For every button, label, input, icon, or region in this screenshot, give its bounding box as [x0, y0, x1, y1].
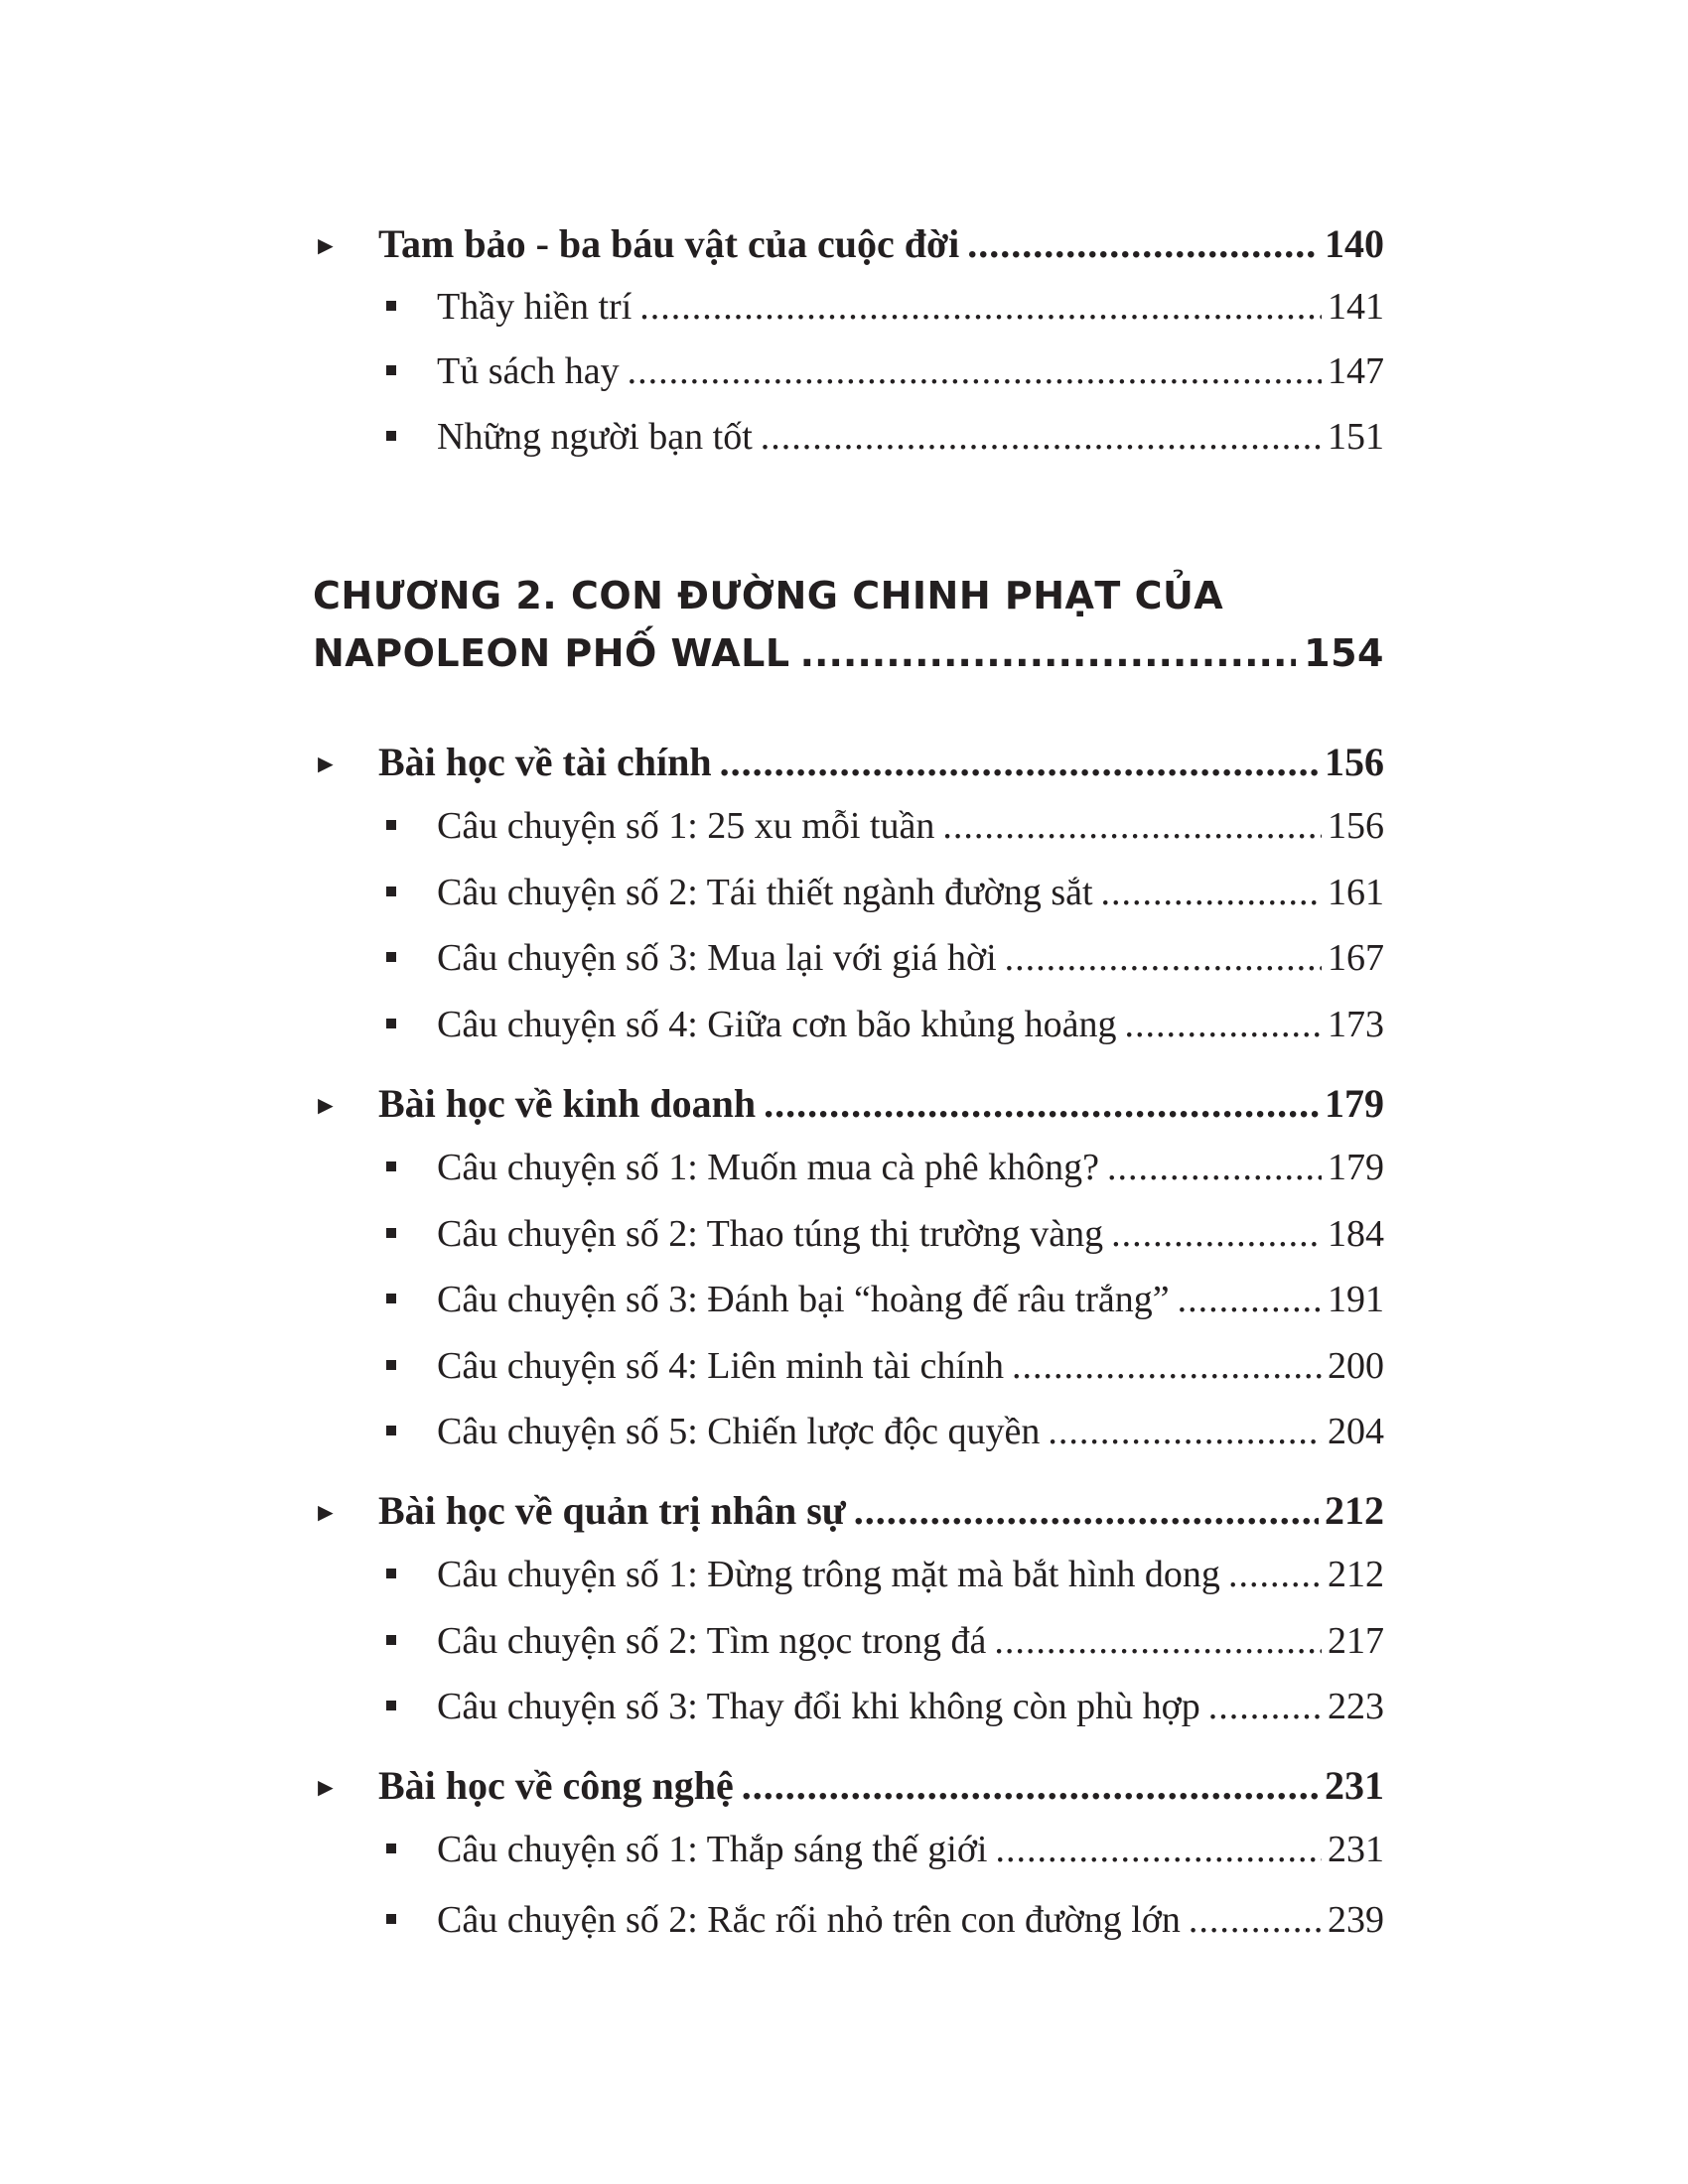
- page-number: 204: [1328, 1411, 1384, 1452]
- toc-item[interactable]: [384, 1619, 1384, 1663]
- chapter-title-row: [313, 631, 1384, 675]
- bullet-square-icon: [384, 871, 437, 914]
- section-marker-icon: ►: [313, 1091, 339, 1120]
- section-title: Bài học về công nghệ: [378, 1763, 734, 1808]
- bullet-square-icon: [384, 804, 437, 848]
- toc-section-quan-tri-nhan-su[interactable]: [313, 1487, 1384, 1534]
- bullet-square-icon: [384, 1619, 437, 1663]
- page-number: 191: [1328, 1279, 1384, 1320]
- bullet-square-icon: [384, 1898, 437, 1942]
- page-number: 140: [1325, 221, 1384, 266]
- dot-leader: [1111, 1212, 1322, 1256]
- toc-section-kinh-doanh[interactable]: [313, 1080, 1384, 1127]
- item-title: Câu chuyện số 4: Liên minh tài chính: [437, 1345, 1004, 1387]
- item-title: Câu chuyện số 4: Giữa cơn bão khủng hoảng: [437, 1004, 1117, 1045]
- page-number: 212: [1325, 1488, 1384, 1533]
- page-number: 212: [1328, 1554, 1384, 1595]
- page-number: 173: [1328, 1004, 1384, 1045]
- dot-leader: [1178, 1278, 1322, 1321]
- item-title: Câu chuyện số 1: Đừng trông mặt mà bắt hình dong: [437, 1554, 1220, 1595]
- item-title: Câu chuyện số 2: Rắc rối nhỏ trên con đường lớn: [437, 1899, 1181, 1941]
- toc-item[interactable]: [384, 936, 1384, 980]
- dot-leader: [1124, 1003, 1322, 1046]
- page-number: 184: [1328, 1213, 1384, 1255]
- toc-item[interactable]: [384, 1278, 1384, 1321]
- page-number: 223: [1328, 1686, 1384, 1727]
- item-title: Câu chuyện số 1: Muốn mua cà phê không?: [437, 1147, 1099, 1188]
- dot-leader: [967, 220, 1319, 267]
- section-title: Bài học về tài chính: [378, 740, 712, 784]
- bullet-square-icon: [384, 285, 437, 329]
- toc-item[interactable]: [384, 1685, 1384, 1728]
- section-title: Bài học về kinh doanh: [378, 1081, 757, 1126]
- dot-leader: [764, 1080, 1319, 1127]
- dot-leader: [639, 285, 1322, 329]
- bullet-square-icon: [384, 1146, 437, 1189]
- section-marker-icon: ►: [313, 1773, 339, 1802]
- dot-leader: [942, 804, 1322, 848]
- chapter-title-line2: NAPOLEON PHỐ WALL: [313, 631, 790, 675]
- page-number: 151: [1328, 416, 1384, 458]
- item-title: Câu chuyện số 2: Tìm ngọc trong đá: [437, 1620, 987, 1662]
- item-title: Câu chuyện số 3: Đánh bại “hoàng đế râu trắng”: [437, 1279, 1170, 1320]
- toc-item[interactable]: [384, 1212, 1384, 1256]
- section-marker-icon: ►: [313, 750, 339, 778]
- chapter-title-line1: CHƯƠNG 2. CON ĐƯỜNG CHINH PHẠT CỦA: [313, 574, 1224, 617]
- toc-item[interactable]: [384, 415, 1384, 459]
- item-title: Câu chuyện số 2: Thao túng thị trường vàng: [437, 1213, 1104, 1255]
- item-title: Tủ sách hay: [437, 350, 620, 392]
- page-number: 179: [1328, 1147, 1384, 1188]
- bullet-square-icon: [384, 349, 437, 393]
- toc-item[interactable]: [384, 1344, 1384, 1388]
- toc-item[interactable]: [384, 1898, 1384, 1942]
- dot-leader: [1005, 936, 1322, 980]
- dot-leader: [742, 1762, 1319, 1809]
- dot-leader: [1208, 1685, 1322, 1728]
- dot-leader: [1107, 1146, 1322, 1189]
- bullet-square-icon: [384, 1003, 437, 1046]
- dot-leader: [628, 349, 1322, 393]
- dot-leader: [800, 631, 1297, 675]
- page-number: 200: [1328, 1345, 1384, 1387]
- dot-leader: [1228, 1553, 1322, 1596]
- page-number: 154: [1304, 631, 1384, 675]
- toc-section-cong-nghe[interactable]: [313, 1762, 1384, 1809]
- dot-leader: [720, 739, 1319, 785]
- bullet-square-icon: [384, 1828, 437, 1871]
- dot-leader: [994, 1619, 1322, 1663]
- page-number: 141: [1328, 286, 1384, 328]
- item-title: Câu chuyện số 5: Chiến lược độc quyền: [437, 1411, 1041, 1452]
- dot-leader: [1012, 1344, 1322, 1388]
- toc-item[interactable]: [384, 871, 1384, 914]
- bullet-square-icon: [384, 1212, 437, 1256]
- item-title: Câu chuyện số 2: Tái thiết ngành đường sắt: [437, 872, 1093, 913]
- page-number: 167: [1328, 937, 1384, 979]
- bullet-square-icon: [384, 1278, 437, 1321]
- toc-item[interactable]: [384, 349, 1384, 393]
- dot-leader: [1101, 871, 1322, 914]
- toc-section-tai-chinh[interactable]: [313, 739, 1384, 785]
- section-marker-icon: ►: [313, 231, 339, 260]
- section-title: Bài học về quản trị nhân sự: [378, 1488, 846, 1533]
- bullet-square-icon: [384, 1685, 437, 1728]
- page-number: 179: [1325, 1081, 1384, 1126]
- dot-leader: [1048, 1410, 1322, 1453]
- toc-item[interactable]: [384, 1146, 1384, 1189]
- page-number: 161: [1328, 872, 1384, 913]
- section-title: Tam bảo - ba báu vật của cuộc đời: [378, 221, 960, 266]
- page-number: 231: [1325, 1763, 1384, 1808]
- toc-section-tam-bao[interactable]: [313, 220, 1384, 267]
- page-number: 147: [1328, 350, 1384, 392]
- item-title: Thầy hiền trí: [437, 286, 633, 328]
- toc-item[interactable]: [384, 1410, 1384, 1453]
- item-title: Câu chuyện số 1: Thắp sáng thế giới: [437, 1829, 988, 1870]
- dot-leader: [761, 415, 1322, 459]
- item-title: Câu chuyện số 1: 25 xu mỗi tuần: [437, 805, 935, 847]
- bullet-square-icon: [384, 1344, 437, 1388]
- page-number: 239: [1328, 1899, 1384, 1941]
- bullet-square-icon: [384, 415, 437, 459]
- toc-item[interactable]: [384, 1553, 1384, 1596]
- dot-leader: [854, 1487, 1319, 1534]
- item-title: Câu chuyện số 3: Thay đổi khi không còn phù hợp: [437, 1686, 1200, 1727]
- toc-item[interactable]: [384, 1003, 1384, 1046]
- page-number: 231: [1328, 1829, 1384, 1870]
- section-marker-icon: ►: [313, 1498, 339, 1527]
- bullet-square-icon: [384, 1410, 437, 1453]
- page-number: 156: [1328, 805, 1384, 847]
- toc-item[interactable]: [384, 804, 1384, 848]
- dot-leader: [1189, 1898, 1322, 1942]
- dot-leader: [995, 1828, 1322, 1871]
- page-number: 156: [1325, 740, 1384, 784]
- bullet-square-icon: [384, 936, 437, 980]
- toc-item[interactable]: [384, 285, 1384, 329]
- item-title: Câu chuyện số 3: Mua lại với giá hời: [437, 937, 997, 979]
- bullet-square-icon: [384, 1553, 437, 1596]
- toc-item[interactable]: [384, 1828, 1384, 1871]
- page-number: 217: [1328, 1620, 1384, 1662]
- item-title: Những người bạn tốt: [437, 416, 753, 458]
